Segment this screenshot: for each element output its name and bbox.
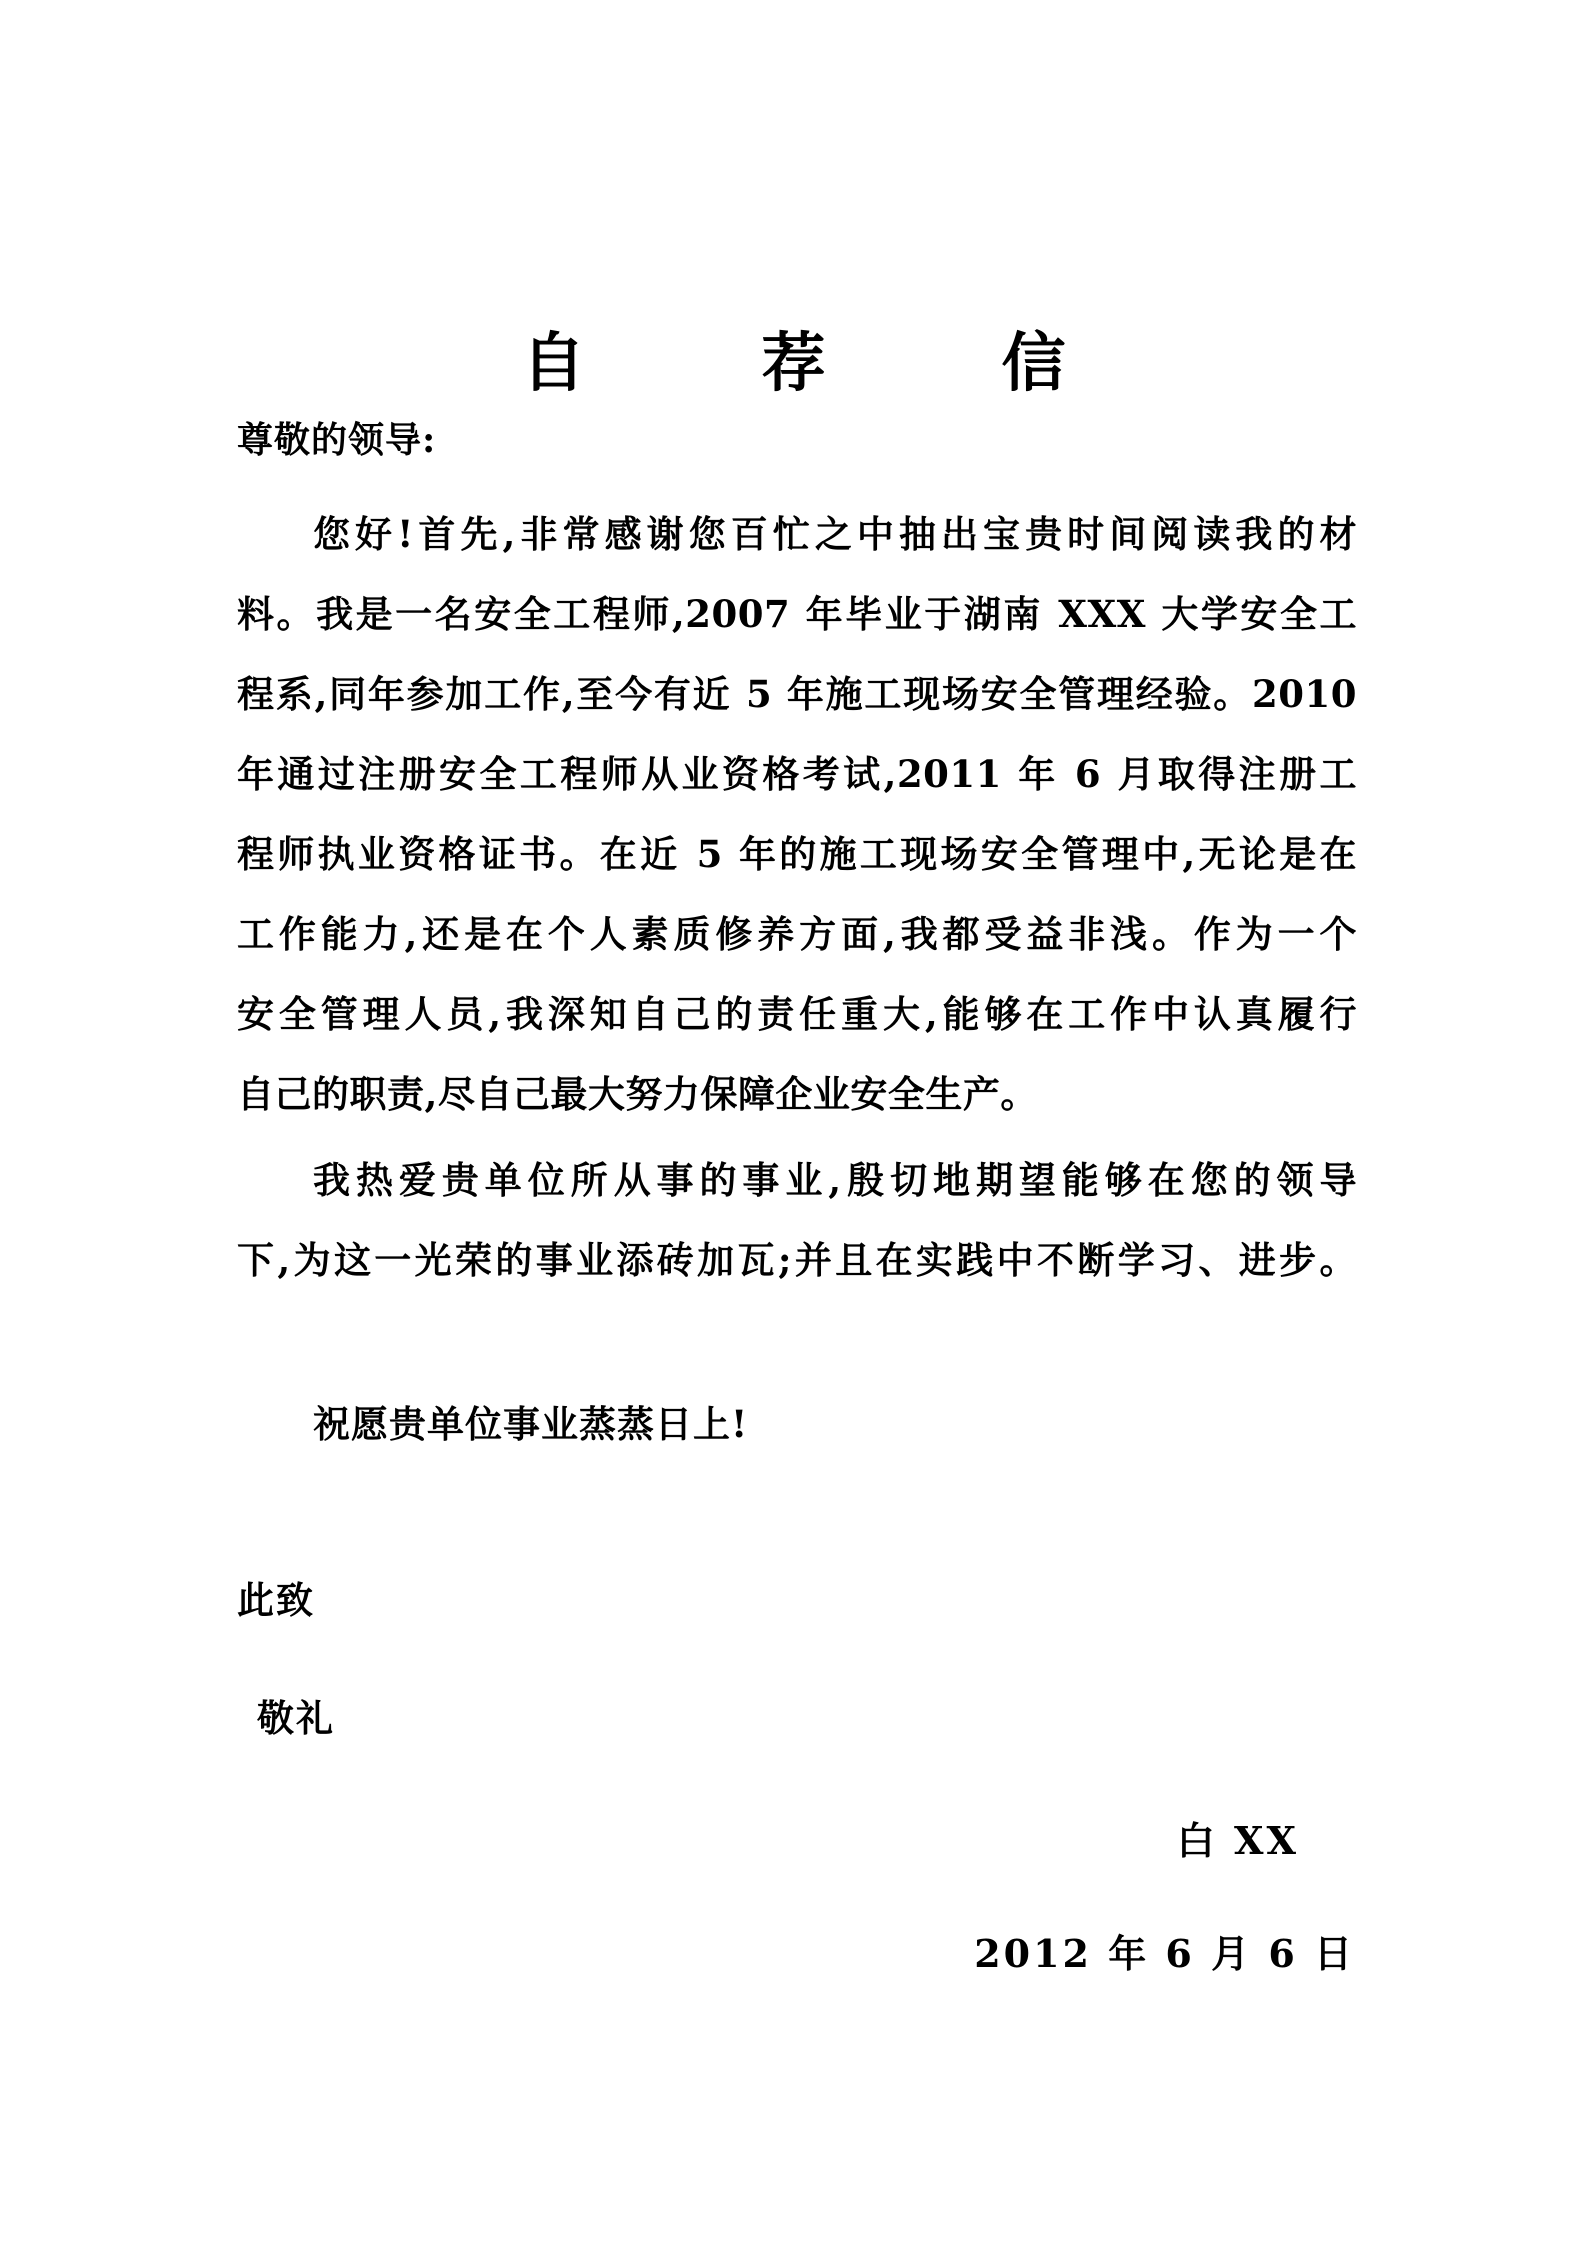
paragraph-1 — [237, 494, 1357, 1134]
paragraph-line: 工作能力,还是在个人素质修养方面,我都受益非浅。作为一个 — [237, 912, 1357, 956]
paragraph-line: 安全管理人员,我深知自己的责任重大,能够在工作中认真履行 — [237, 992, 1357, 1036]
salutation: 尊敬的领导: — [237, 419, 437, 461]
signer-name: 白 XX — [1176, 1818, 1299, 1863]
paragraph-line: 您好!首先,非常感谢您百忙之中抽出宝贵时间阅读我的材 — [313, 512, 1357, 556]
paragraph-line: 自己的职责,尽自己最大努力保障企业安全生产。 — [237, 1072, 1038, 1116]
paragraph-line: 下,为这一光荣的事业添砖加瓦;并且在实践中不断学习、进步。 — [237, 1238, 1357, 1282]
page-title: 自 荐 信 — [521, 326, 1122, 401]
signed-date: 2012 年 6 月 6 日 — [974, 1931, 1355, 1976]
closing-block — [237, 1570, 335, 1742]
paragraph-line: 年通过注册安全工程师从业资格考试,2011 年 6 月取得注册工 — [237, 752, 1357, 796]
paragraph-line: 我热爱贵单位所从事的事业,殷切地期望能够在您的领导 — [313, 1158, 1357, 1202]
paragraph-2 — [237, 1140, 1357, 1300]
wish-line: 祝愿贵单位事业蒸蒸日上! — [313, 1402, 749, 1446]
paragraph-line: 程系,同年参加工作,至今有近 5 年施工现场安全管理经验。2010 — [237, 672, 1357, 716]
letter-body — [237, 400, 1357, 1464]
paragraph-line: 程师执业资格证书。在近 5 年的施工现场安全管理中,无论是在 — [237, 832, 1357, 876]
closing-line-jingli: 敬礼 — [257, 1696, 335, 1740]
signature-block — [0, 1810, 1355, 1978]
closing-line-cizhi: 此致 — [237, 1578, 315, 1622]
paragraph-line: 料。我是一名安全工程师,2007 年毕业于湖南 XXX 大学安全工 — [237, 592, 1357, 636]
